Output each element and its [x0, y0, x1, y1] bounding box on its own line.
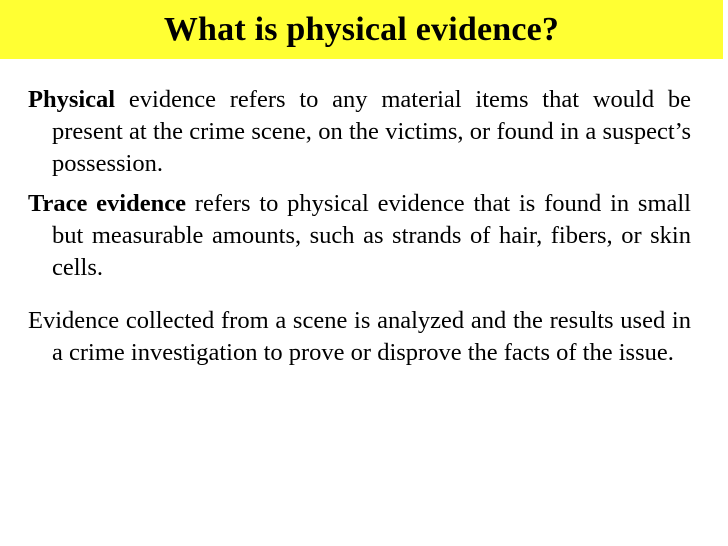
- definition-physical: evidence refers to any material items that would be present at the crime scene, on the victims, or found in a suspect’s possession.: [52, 86, 691, 177]
- paragraph-evidence-analysis: [28, 305, 691, 369]
- evidence-analysis-text: Evidence collected from a scene is analyzed and the results used in a crime investigation to prove or disprove the facts of the issue.: [28, 307, 691, 366]
- definition-trace-evidence: refers to physical evidence that is found in small but measurable amounts, such as strands of hair, fibers, or skin cells.: [52, 190, 691, 281]
- term-trace-evidence: Trace evidence: [28, 190, 186, 217]
- slide-body: [28, 84, 691, 369]
- paragraph-physical-evidence: [28, 84, 691, 180]
- paragraph-trace-evidence: [28, 188, 691, 284]
- slide-title: What is physical evidence?: [163, 10, 560, 48]
- title-bar: [0, 0, 723, 59]
- term-physical: Physical: [28, 86, 116, 113]
